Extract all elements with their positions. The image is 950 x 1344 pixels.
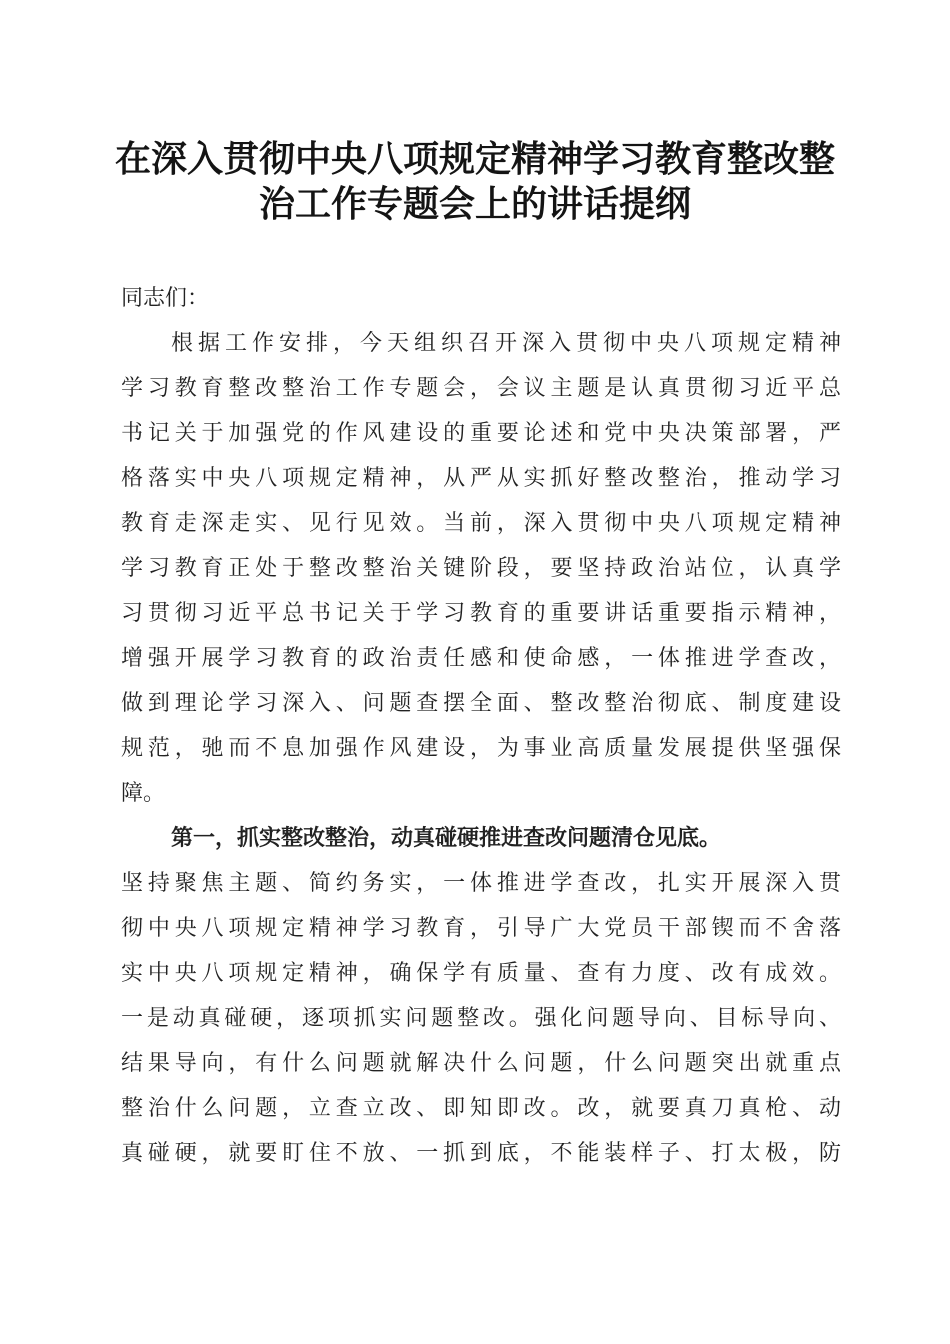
paragraph-1	[121, 321, 841, 816]
text-line: 学习教育正处于整改整治关键阶段，要坚持政治站位，认真学	[121, 556, 841, 581]
text-line: 障。	[121, 781, 166, 806]
section-heading-1: 第一，抓实整改整治，动真碰硬推进查改问题清仓见底。	[171, 825, 722, 851]
paragraph-2	[121, 816, 841, 1176]
text-line: 做到理论学习深入、问题查摆全面、整改整治彻底、制度建设	[121, 691, 841, 716]
text-line: 规范，驰而不息加强作风建设，为事业高质量发展提供坚强保	[121, 736, 841, 761]
text-line: 真碰硬，就要盯住不放、一抓到底，不能装样子、打太极，防	[121, 1141, 841, 1166]
document-title-line-1: 在深入贯彻中央八项规定精神学习教育整改整	[114, 138, 835, 180]
text-line: 习贯彻习近平总书记关于学习教育的重要讲话重要指示精神，	[121, 601, 841, 626]
text-line: 结果导向，有什么问题就解决什么问题，什么问题突出就重点	[121, 1051, 841, 1076]
text-line: 根据工作安排，今天组织召开深入贯彻中央八项规定精神	[171, 331, 841, 356]
text-line: 格落实中央八项规定精神，从严从实抓好整改整治，推动学习	[121, 466, 841, 491]
text-line: 一是动真碰硬，逐项抓实问题整改。强化问题导向、目标导向、	[121, 1006, 841, 1031]
text-line: 增强开展学习教育的政治责任感和使命感，一体推进学查改，	[121, 646, 841, 671]
text-line: 教育走深走实、见行见效。当前，深入贯彻中央八项规定精神	[121, 511, 841, 536]
salutation: 同志们：	[121, 286, 210, 311]
document-title-line-2: 治工作专题会上的讲话提纲	[258, 183, 691, 225]
text-line: 学习教育整改整治工作专题会，会议主题是认真贯彻习近平总	[121, 376, 841, 401]
text-line: 书记关于加强党的作风建设的重要论述和党中央决策部署，严	[121, 421, 841, 446]
text-line: 整治什么问题，立查立改、即知即改。改，就要真刀真枪、动	[121, 1096, 841, 1121]
text-line: 彻中央八项规定精神学习教育，引导广大党员干部锲而不舍落	[121, 916, 841, 941]
text-line: 坚持聚焦主题、简约务实，一体推进学查改，扎实开展深入贯	[121, 871, 841, 896]
text-line: 实中央八项规定精神，确保学有质量、查有力度、改有成效。	[121, 961, 841, 986]
